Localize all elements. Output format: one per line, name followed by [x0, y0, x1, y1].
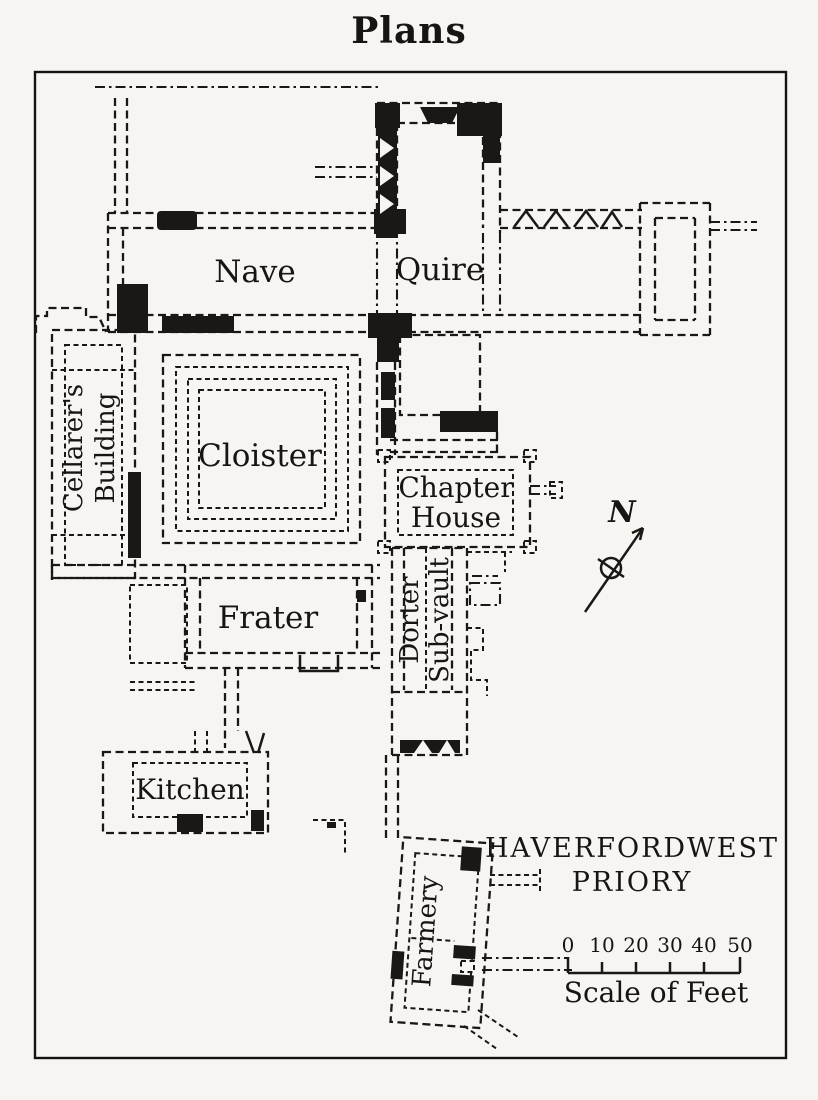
label-kitchen: Kitchen	[135, 773, 245, 806]
scale-bar	[562, 933, 753, 1009]
label-dorter-1: Dorter	[395, 576, 425, 664]
frater-walls	[52, 565, 380, 748]
label-chapter-1: Chapter	[398, 471, 514, 504]
room-labels	[59, 252, 514, 988]
scale-tick-40: 40	[691, 933, 717, 957]
north-arrow	[585, 495, 643, 612]
label-quire: Quire	[395, 252, 485, 288]
scale-tick-10: 10	[589, 933, 615, 957]
farmery-annexes	[461, 869, 572, 1049]
label-farmery: Farmery	[407, 874, 445, 989]
scale-tick-20: 20	[623, 933, 649, 957]
scale-caption: Scale of Feet	[563, 976, 749, 1009]
label-cellarers-2: Building	[91, 392, 121, 504]
scale-tick-30: 30	[657, 933, 683, 957]
page-title: Plans	[351, 10, 467, 52]
north-label: N	[608, 495, 636, 530]
tower	[315, 103, 502, 238]
plan-border	[35, 72, 786, 1058]
label-chapter-2: House	[410, 501, 502, 534]
south-passage	[313, 755, 398, 853]
scale-tick-0: 0	[561, 933, 575, 957]
label-cloister: Cloister	[198, 438, 322, 474]
label-cellarers-1: Cellarer's	[59, 383, 89, 513]
scale-tick-50: 50	[727, 933, 753, 957]
caption-line1: HAVERFORDWEST	[484, 833, 780, 864]
label-nave: Nave	[214, 254, 296, 290]
label-dorter-2: Sub-vault	[425, 557, 455, 683]
label-frater: Frater	[217, 600, 319, 636]
caption-line2: PRIORY	[571, 867, 693, 898]
precinct-walls	[36, 87, 382, 333]
east-range	[377, 335, 500, 455]
caption	[485, 833, 779, 898]
